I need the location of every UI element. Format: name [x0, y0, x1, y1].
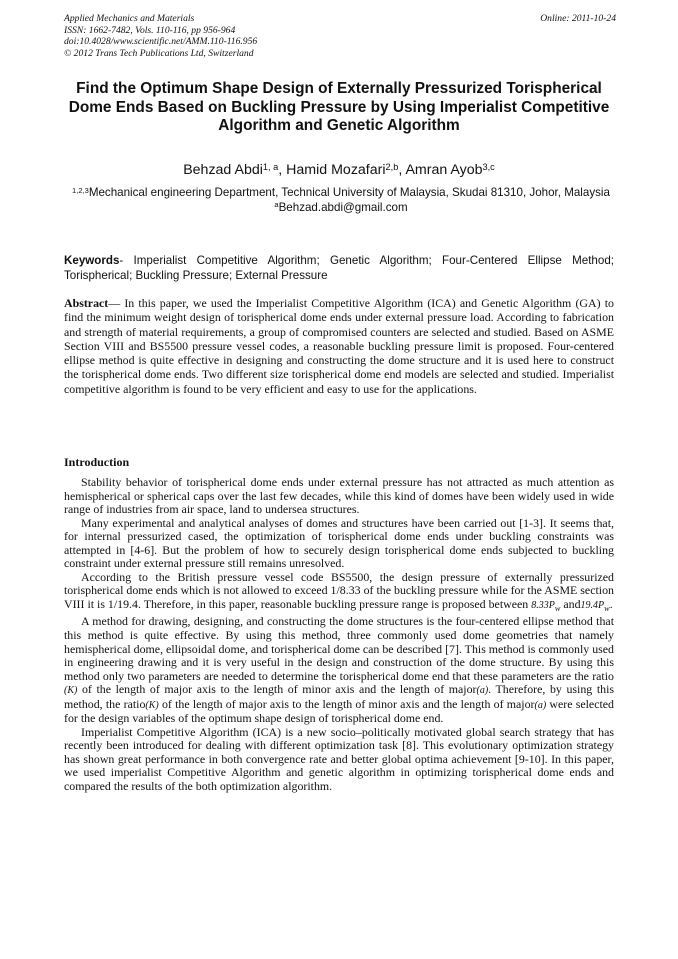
paragraph-text: and: [560, 596, 581, 611]
keywords-block: [64, 254, 614, 283]
journal-header: [64, 13, 257, 59]
introduction-heading: Introduction: [64, 455, 130, 469]
affiliation-mark: 1,2,3: [72, 185, 89, 195]
author-affiliation-mark: 3,c: [482, 161, 495, 172]
affiliation-line: [68, 186, 614, 201]
paragraph-text: .: [609, 596, 613, 611]
email-mark: a: [274, 200, 279, 210]
doi-line: doi:10.4028/www.scientific.net/AMM.110-116.956: [64, 36, 258, 47]
paragraph-text: of the length of major axis to the length of minor axis and the length of major: [77, 682, 477, 697]
paragraph: [64, 615, 614, 725]
math-expression: (a): [534, 699, 547, 711]
paragraph-text: of the length of major axis to the length of minor axis and the length of major: [158, 696, 535, 711]
affiliation: [68, 186, 614, 215]
abstract-text: — In this paper, we used the Imperialist Competitive Algorithm (ICA) and Genetic Algorithm (GA) to find the minimum weight design of torispherical dome ends under external pressure load. According to fabrication and strength of material requirements, a group of compromised counters are selected and studied. Based on ASME Section VIII and BS5500 pressure vessel codes, a reasonable buckling pressure limit is proposed. Four-centered ellipse method is quite effective in designing and constructing the dome structure and it is used here to construct the torispherical dome ends. Two different size torispherical dome end models are selected and studied. Imperialist competitive algorithm is found to be very efficient and easy to use for the applications.: [64, 296, 614, 396]
math-expression: (a): [476, 685, 489, 697]
abstract-label: Abstract: [64, 296, 109, 310]
keywords-text: - Imperialist Competitive Algorithm; Genetic Algorithm; Four-Centered Ellipse Method; Torispherical; Buckling Pressure; External Pressure: [64, 254, 614, 282]
math-expression: $8.33P_w$: [531, 599, 561, 613]
paragraph: Many experimental and analytical analyses of domes and structures have been carried out [1-3]. It seems that, for internal pressurized cased, the optimization of torispherical dome ends under buckling constraints was attempted in [4-6]. But the problem of how to securely design torispherical dome ends subjected to buckling constraint under external pressure still remains unresolved.: [64, 515, 614, 571]
author-email: Behzad.abdi@gmail.com: [278, 200, 408, 214]
paragraph-text: According to the British pressure vessel code BS5500, the design pressure of externally pressurized torispherical dome ends which is not allowed to exceed 1/8.33 of the buckling pressure while for the ASME section VIII it is 1/19.4. Therefore, in this paper, reasonable buckling pressure range is proposed between: [64, 569, 614, 611]
author-separator: ,: [278, 162, 287, 178]
author-affiliation-mark: 1, a: [262, 161, 279, 172]
math-expression: (K): [145, 699, 159, 711]
author-separator: ,: [398, 162, 406, 178]
author-name: Amran Ayob: [405, 162, 483, 178]
paragraph: [64, 571, 614, 616]
author-list: [60, 162, 618, 179]
math-expression: (K): [64, 685, 78, 697]
math-expression: $19.4P_w$: [580, 599, 610, 613]
paragraph-text: A method for drawing, designing, and constructing the dome structures is the four-centered ellipse method that this method is quite effective. By using this method, three commonly used dome geometries that namely hemispherical dome, ellipsoidal dome, and torispherical dome can be described [7]. This method is commonly used in engineering drawing and it is very useful in the design and construction of the dome structure. By using this method only two parameters are needed to determine the torispherical dome end that these parameters are the ratio: [64, 614, 614, 683]
issn-line: ISSN: 1662-7482, Vols. 110-116, pp 956-964: [64, 24, 236, 36]
introduction-body: [64, 476, 614, 794]
email-line: [68, 201, 614, 216]
journal-name: Applied Mechanics and Materials: [64, 13, 195, 24]
online-date: Online: 2011-10-24: [540, 13, 616, 24]
paragraph-text: were selected for the design variables of the optimum shape design of torispherical dome end.: [64, 696, 614, 726]
paragraph: Imperialist Competitive Algorithm (ICA) is a new socio–politically motivated global search strategy that has recently been introduced for dealing with different optimization task [8]. This evolutionary optimization strategy has shown great performance in both convergence rate and better global optima achievement [9-10]. In this paper, we used imperialist Competitive Algorithm and genetic algorithm in optimizing torispherical dome ends and compared the results of the both optimization algorithm.: [64, 724, 614, 794]
author-affiliation-mark: 2,b: [385, 161, 399, 172]
abstract-block: [64, 296, 614, 396]
paragraph-text: . Therefore, by using this method, the ratio: [64, 682, 615, 711]
paper-title: Find the Optimum Shape Design of Externally Pressurized Torispherical Dome Ends Based on Buckling Pressure by Using Imperialist Competitive Algorithm and Genetic Algorithm: [68, 80, 610, 134]
author-name: Behzad Abdi: [183, 162, 263, 178]
author-name: Hamid Mozafari: [286, 162, 386, 178]
keywords-label: Keywords: [64, 254, 120, 267]
affiliation-text: Mechanical engineering Department, Technical University of Malaysia, Skudai 81310, Johor, Malaysia: [88, 186, 610, 199]
paragraph: Stability behavior of torispherical dome ends under external pressure has not attracted as much attention as hemispherical or spherical caps over the last few decades, while this kind of domes have been widely used in wide range of industries from air space, land to undersea structures.: [64, 475, 614, 517]
copyright-line: © 2012 Trans Tech Publications Ltd, Switzerland: [64, 47, 254, 59]
